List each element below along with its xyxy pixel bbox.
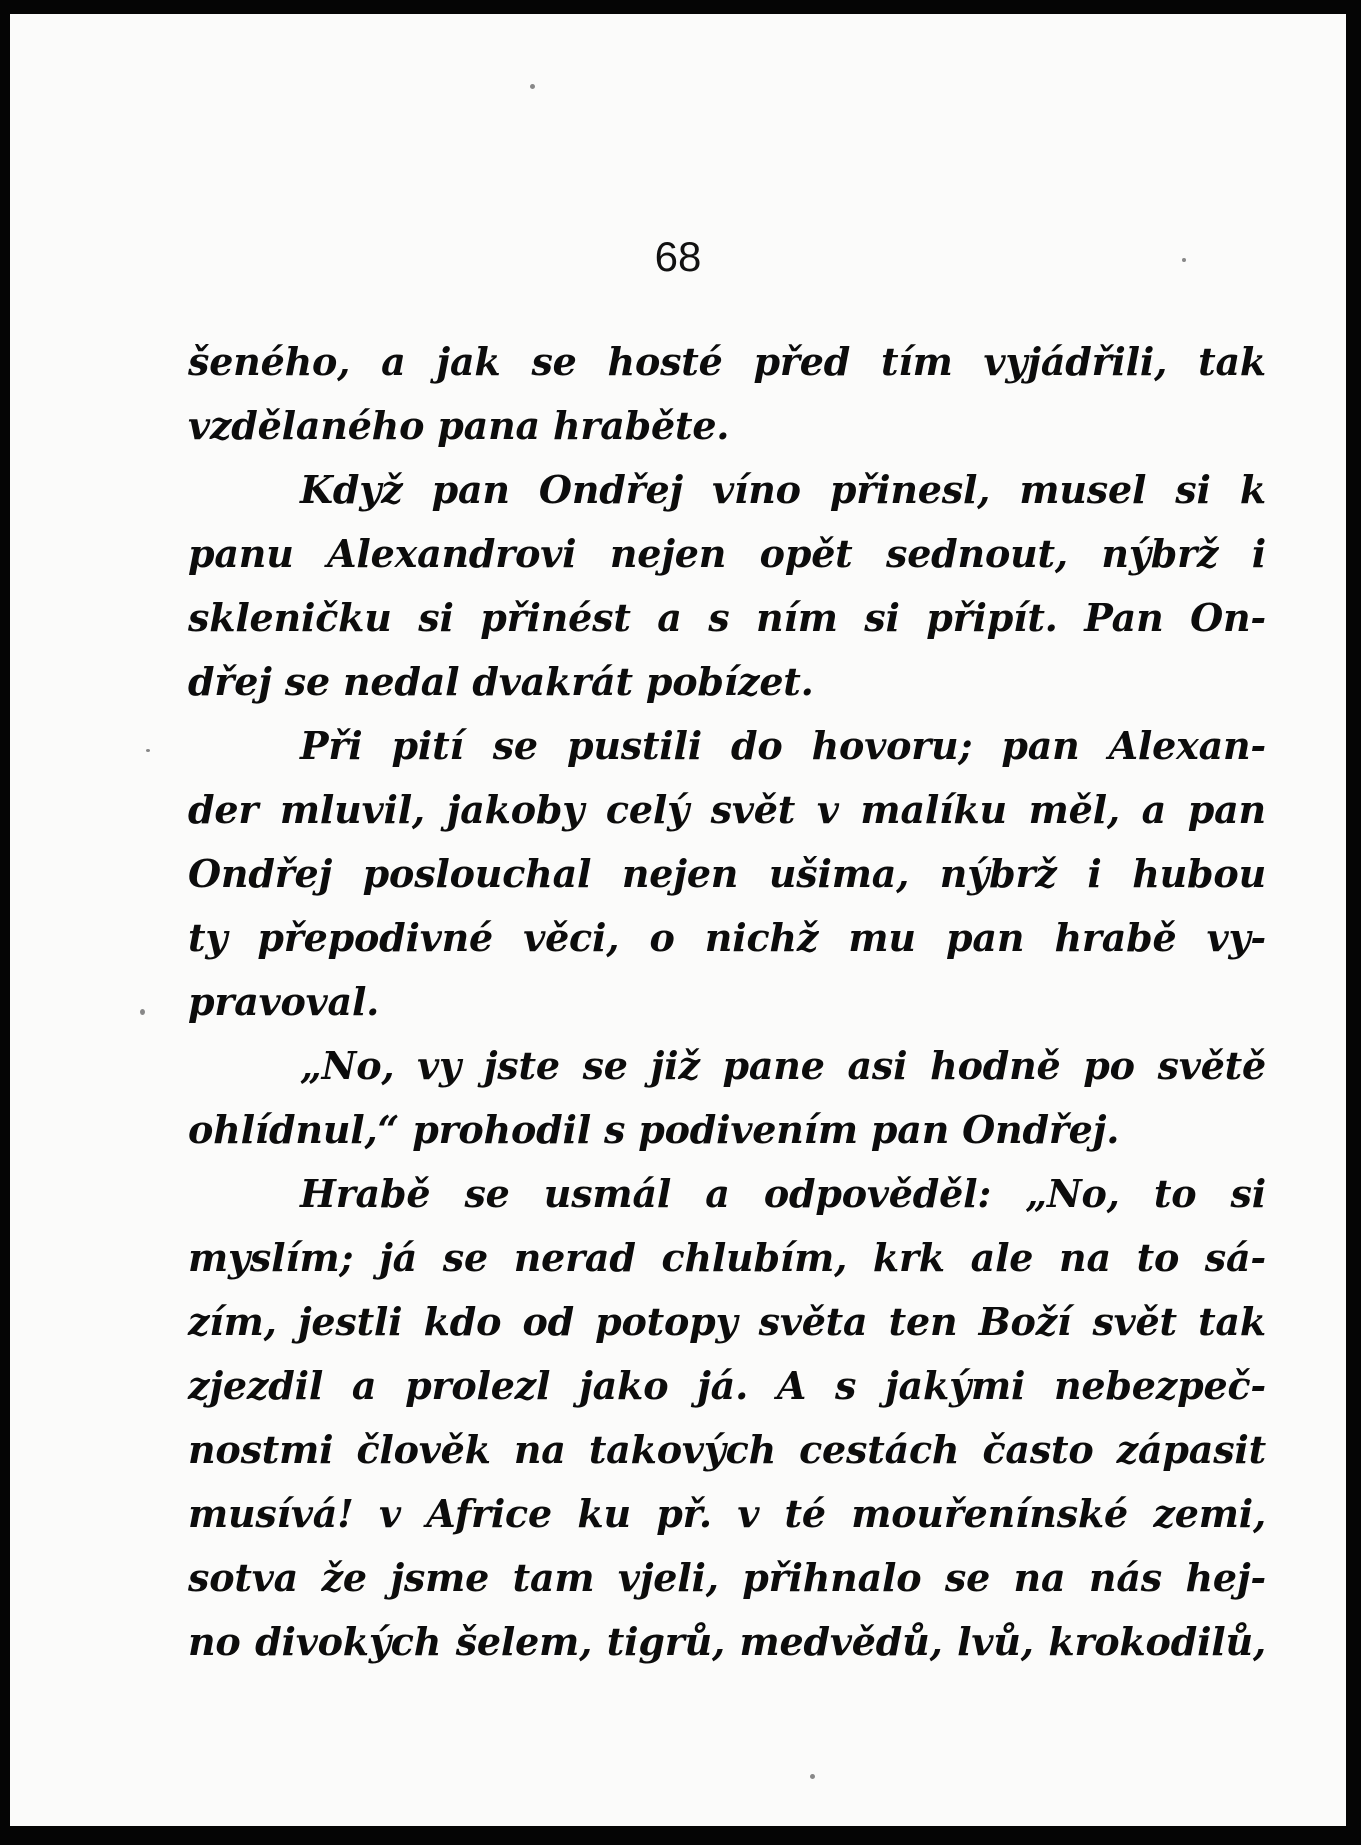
text-line: šeného, a jak se hosté před tím vyjádřili, tak bbox=[188, 339, 1266, 384]
page-number: 68 bbox=[654, 233, 702, 280]
text-line: sotva že jsme tam vjeli, přihnalo se na nás hej- bbox=[188, 1555, 1266, 1600]
text-line: dřej se nedal dvakrát pobízet. bbox=[188, 659, 814, 704]
text-line: „No, vy jste se již pane asi hodně po světě bbox=[300, 1043, 1266, 1088]
text-line: Při pití se pustili do hovoru; pan Alexan- bbox=[300, 723, 1266, 768]
book-page bbox=[10, 14, 1346, 1826]
text-line: pravoval. bbox=[188, 979, 380, 1024]
text-line: Ondřej poslouchal nejen ušima, nýbrž i hubou bbox=[188, 851, 1266, 896]
paper-speck bbox=[1182, 258, 1186, 262]
text-line: ohlídnul,“ prohodil s podivením pan Ondřej. bbox=[188, 1107, 1120, 1152]
text-line: vzdělaného pana hraběte. bbox=[188, 403, 730, 448]
paper-speck bbox=[140, 1009, 145, 1015]
text-line: Když pan Ondřej víno přinesl, musel si k bbox=[300, 467, 1266, 512]
text-line: der mluvil, jakoby celý svět v malíku měl, a pan bbox=[188, 787, 1266, 832]
text-line: Hrabě se usmál a odpověděl: „No, to si bbox=[300, 1171, 1266, 1216]
text-line: musívá! v Africe ku př. v té mouřenínské zemi, bbox=[188, 1491, 1266, 1536]
text-line: skleničku si přinést a s ním si připít. Pan On- bbox=[188, 595, 1266, 640]
paper-speck bbox=[530, 84, 535, 89]
text-line: panu Alexandrovi nejen opět sednout, nýbrž i bbox=[188, 531, 1266, 576]
body-text bbox=[188, 330, 1266, 1674]
text-line: zjezdil a prolezl jako já. A s jakými nebezpeč- bbox=[188, 1363, 1266, 1408]
paper-speck bbox=[810, 1774, 815, 1779]
paper-speck bbox=[146, 749, 150, 752]
text-line: nostmi člověk na takových cestách často zápasit bbox=[188, 1427, 1266, 1472]
text-line: zím, jestli kdo od potopy světa ten Boží svět tak bbox=[188, 1299, 1266, 1344]
text-line: no divokých šelem, tigrů, medvědů, lvů, krokodilů, bbox=[188, 1619, 1266, 1664]
text-line: ty přepodivné věci, o nichž mu pan hrabě vy- bbox=[188, 915, 1266, 960]
text-line: myslím; já se nerad chlubím, krk ale na to sá- bbox=[188, 1235, 1266, 1280]
